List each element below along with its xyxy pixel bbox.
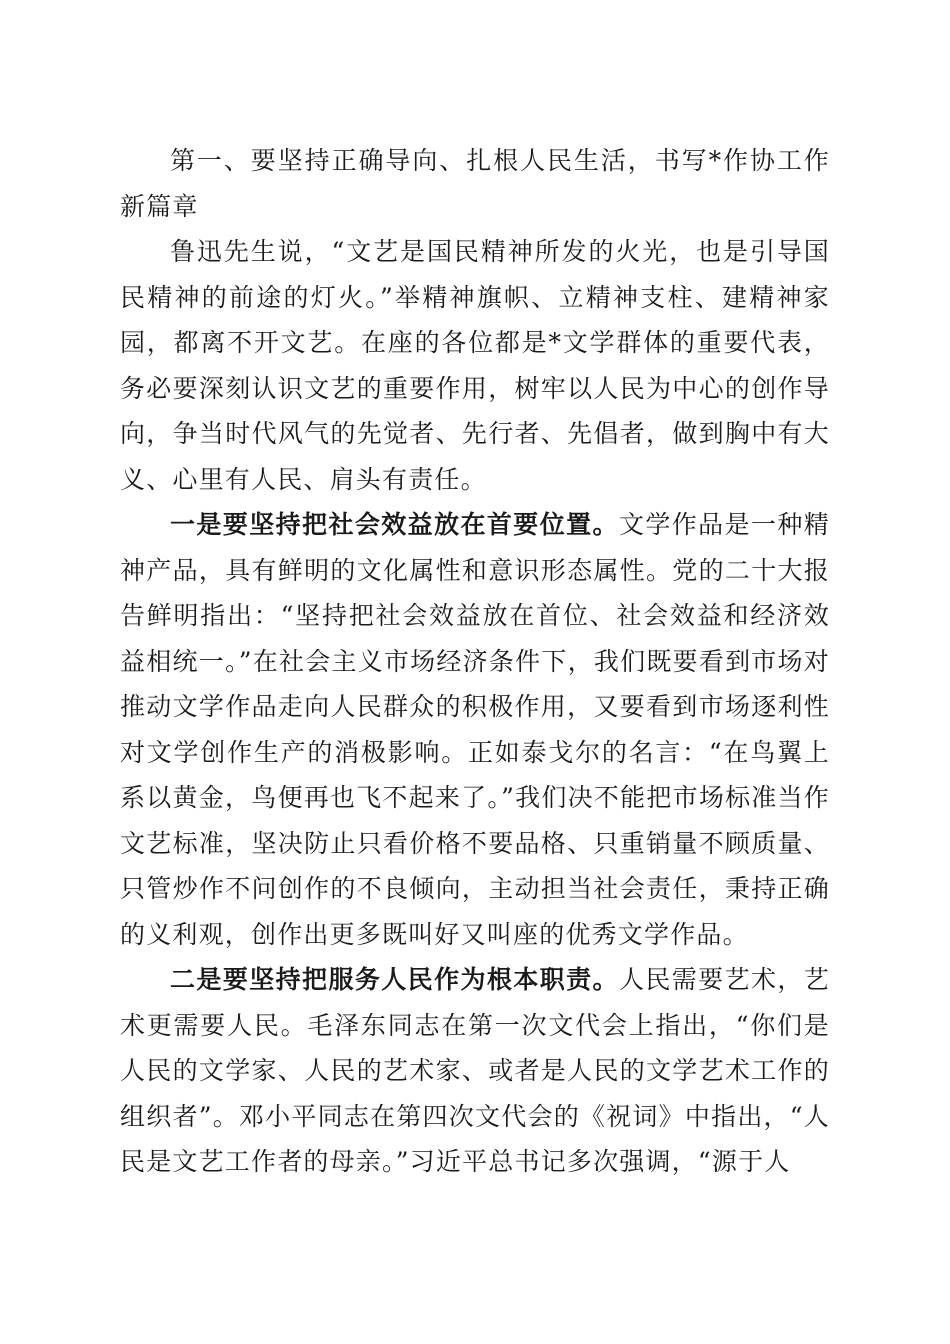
point-two-lead: 二是要坚持把服务人民作为根本职责。 bbox=[170, 965, 619, 994]
point-one-body: 文学作品是一种精神产品，具有鲜明的文化属性和意识形态属性。党的二十大报告鲜明指出：“坚持把社会效益放在首位、社会效益和经济效益相统一。”在社会主义市场经济条件下，我们既要看到市场对推动文学作品走向人民群众的积极作用，又要看到市场逐利性对文学创作生产的消极影响。正如泰戈尔的名言：“在鸟翼上系以黄金，鸟便再也飞不起来了。”我们决不能把市场标准当作文艺标准，坚决防止只看价格不要品格、只重销量不顾质量、只管炒作不问创作的不良倾向，主动担当社会责任，秉持正确的义利观，创作出更多既叫好又叫座的优秀文学作品。 bbox=[120, 510, 830, 949]
point-one-lead: 一是要坚持把社会效益放在首要位置。 bbox=[170, 510, 619, 539]
intro-text: 鲁迅先生说，“文艺是国民精神所发的火光，也是引导国民精神的前途的灯火。”举精神旗帜、立精神支柱、建精神家园，都离不开文艺。在座的各位都是*文学群体的重要代表，务必要深刻认识文艺的重要作用，树牢以人民为中心的创作导向，争当时代风气的先觉者、先行者、先倡者，做到胸中有大义、心里有人民、肩头有责任。 bbox=[120, 237, 830, 494]
document-body bbox=[120, 138, 830, 1185]
point-one-paragraph bbox=[120, 502, 830, 957]
point-two-paragraph bbox=[120, 957, 830, 1185]
section-heading bbox=[120, 138, 830, 229]
intro-paragraph bbox=[120, 229, 830, 502]
point-two-body: 人民需要艺术，艺术更需要人民。毛泽东同志在第一次文代会上指出，“你们是人民的文学家、人民的艺术家、或者是人民的文学艺术工作的组织者”。邓小平同志在第四次文代会的《祝词》中指出，“人民是文艺工作者的母亲。”习近平总书记多次强调，“源于人 bbox=[120, 965, 830, 1176]
section-heading-text: 第一、要坚持正确导向、扎根人民生活，书写*作协工作新篇章 bbox=[120, 146, 830, 221]
